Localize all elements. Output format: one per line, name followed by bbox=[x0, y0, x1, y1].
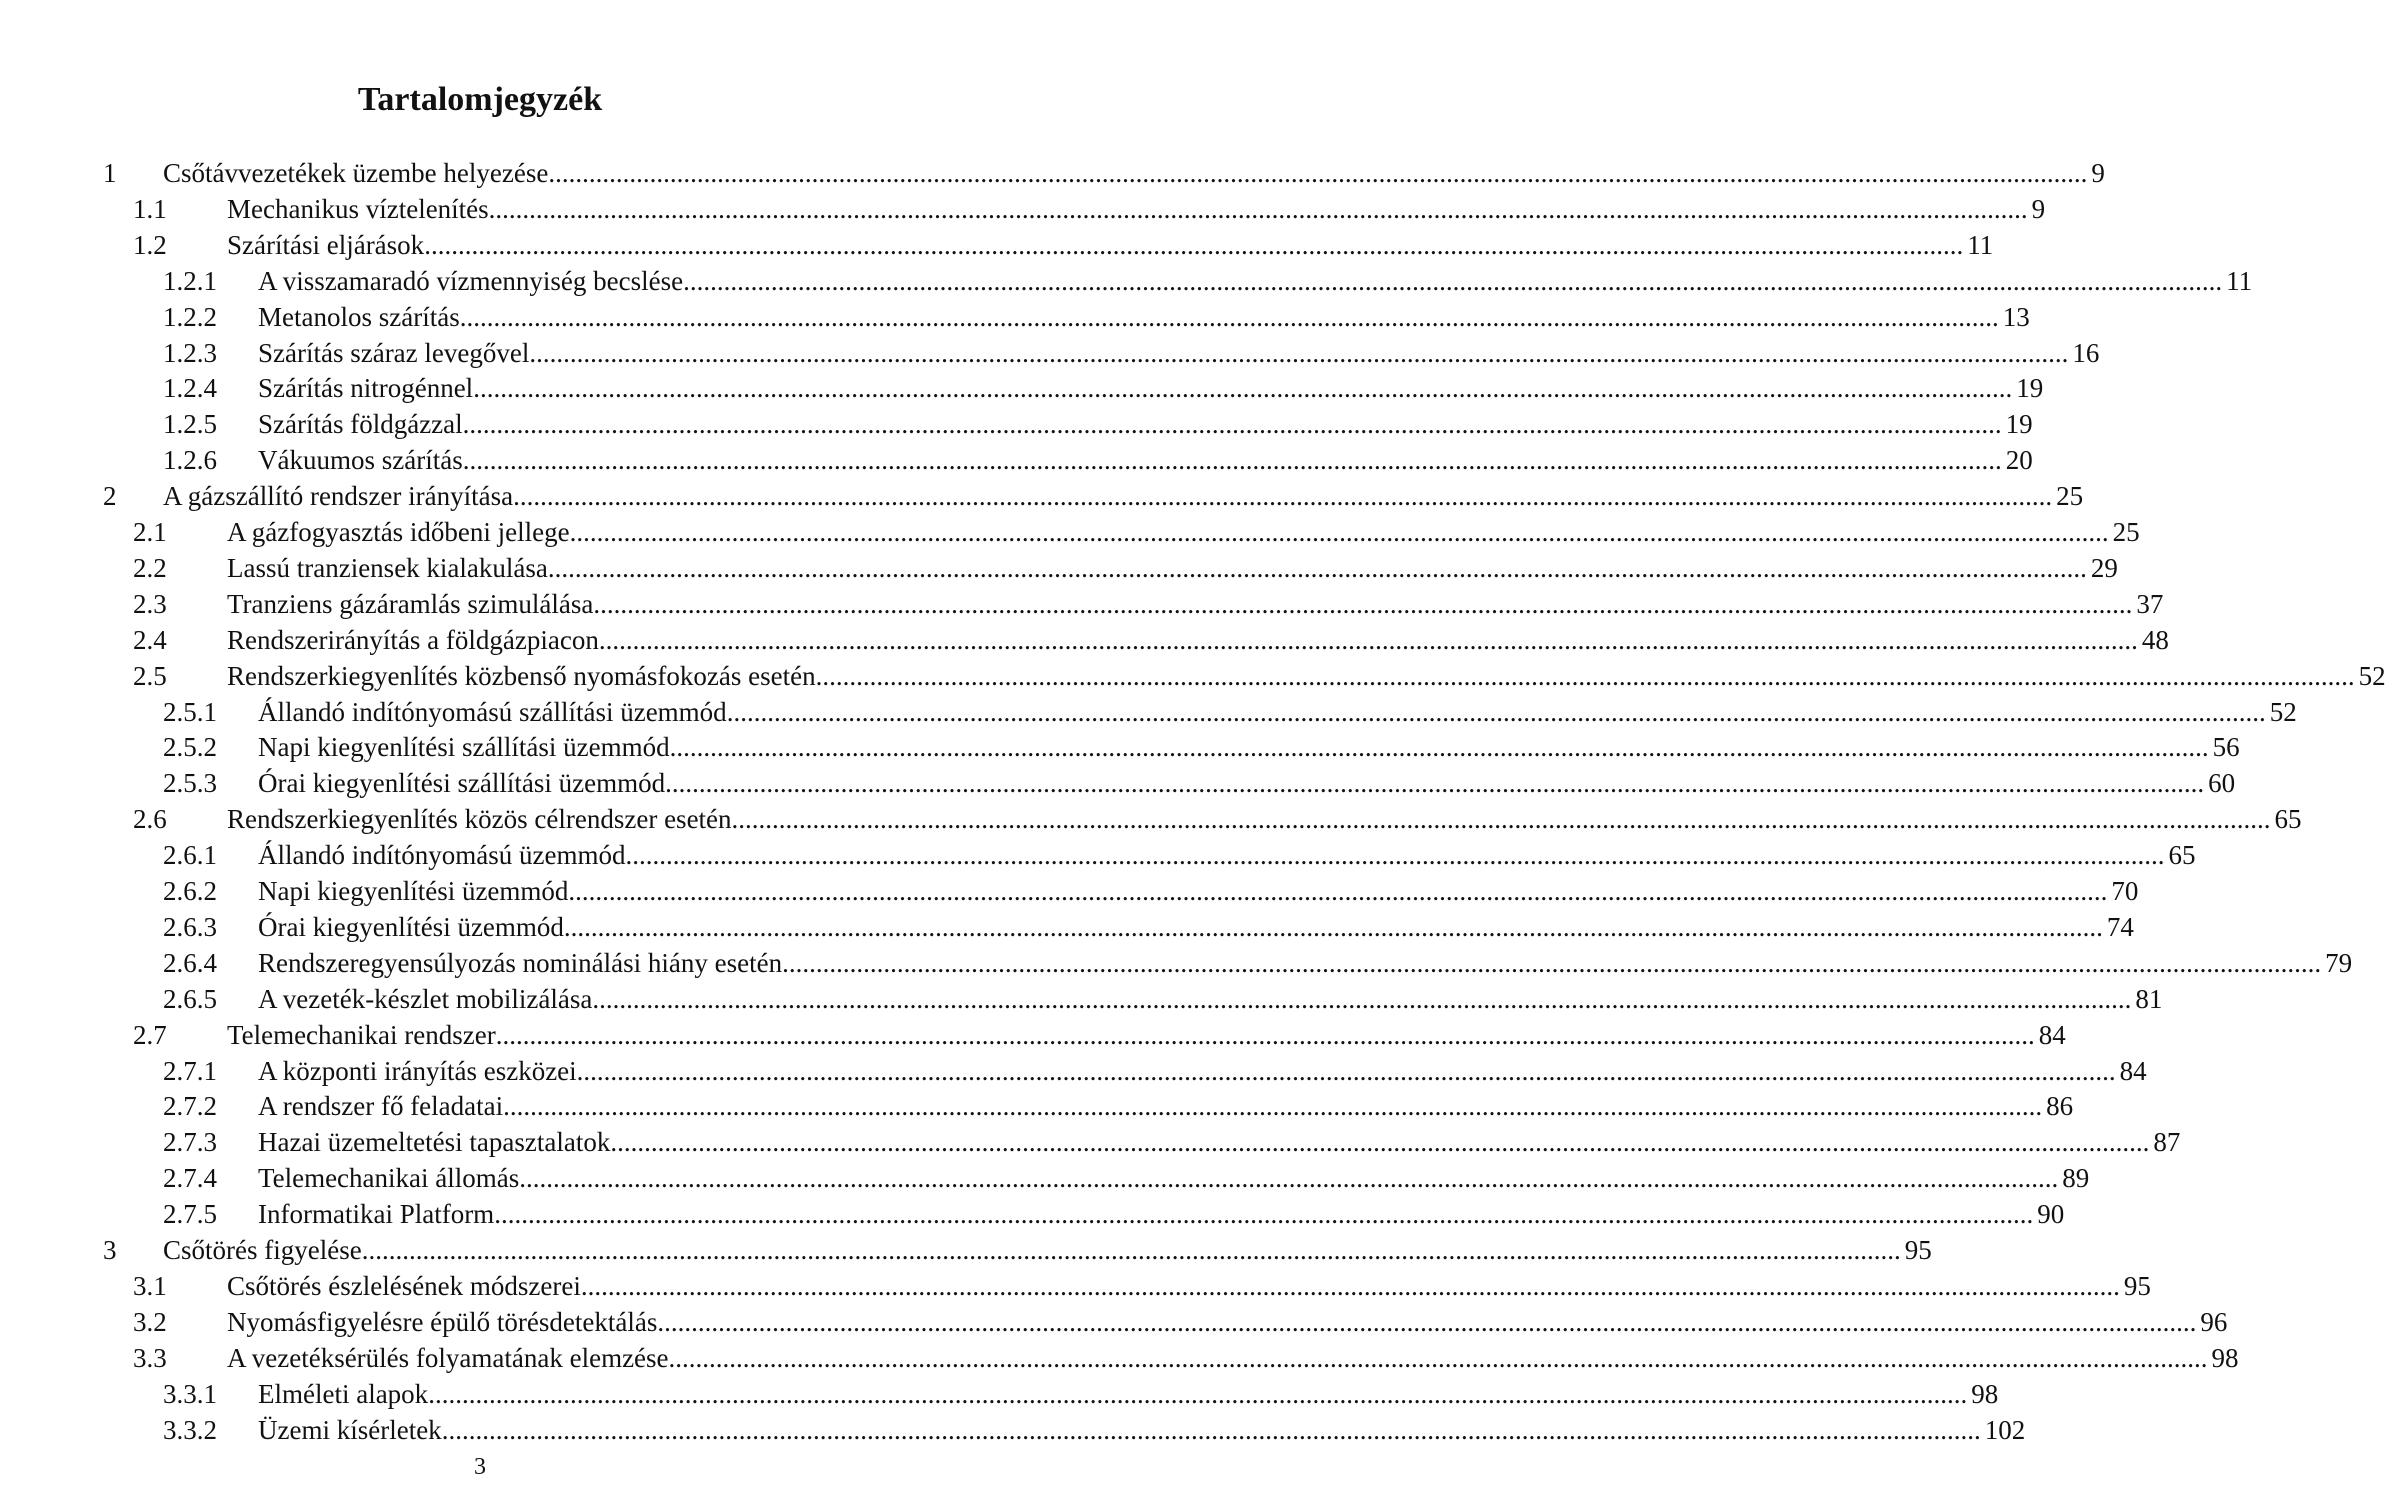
toc-dot-leader bbox=[463, 406, 2002, 442]
toc-entry-title: Rendszerkiegyenlítés közös célrendszer esetén bbox=[227, 804, 732, 834]
toc-entry-page: 84 bbox=[2119, 1056, 2147, 1086]
toc-entry-number: 2.2 bbox=[133, 553, 167, 583]
toc-entry-number: 1.2.5 bbox=[163, 409, 217, 439]
toc-entry[interactable] bbox=[0, 837, 2196, 873]
toc-dot-leader bbox=[625, 837, 2164, 873]
toc-dot-leader bbox=[473, 370, 2012, 406]
toc-entry[interactable] bbox=[0, 658, 2386, 694]
toc-entry-title: Rendszerkiegyenlítés közbenső nyomásfokozás esetén bbox=[227, 661, 816, 691]
toc-entry-title: Telemechanikai állomás bbox=[258, 1163, 520, 1193]
toc-entry-number: 2.5 bbox=[133, 661, 167, 691]
toc-entry[interactable] bbox=[0, 550, 2118, 586]
toc-entry-title: Üzemi kísérletek bbox=[258, 1415, 442, 1445]
toc-entry[interactable] bbox=[0, 1124, 2181, 1160]
toc-entry-title: Szárítás száraz levegővel bbox=[258, 338, 530, 368]
toc-entry-page: 84 bbox=[2038, 1020, 2066, 1050]
toc-entry[interactable] bbox=[0, 1053, 2147, 1089]
toc-entry-number: 2.6.4 bbox=[163, 948, 217, 978]
toc-entry-number: 2.5.2 bbox=[163, 732, 217, 762]
toc-entry-title: Elméleti alapok bbox=[258, 1379, 429, 1409]
toc-entry-page: 79 bbox=[2325, 948, 2353, 978]
toc-entry[interactable] bbox=[0, 1160, 2090, 1196]
toc-entry-number: 3.3.1 bbox=[163, 1379, 217, 1409]
toc-dot-leader bbox=[460, 299, 1999, 335]
toc-entry-page: 98 bbox=[1971, 1379, 1999, 1409]
toc-entry-title: A vezetéksérülés folyamatának elemzése bbox=[227, 1343, 669, 1373]
toc-entry-title: A visszamaradó vízmennyiség becslése bbox=[258, 266, 684, 296]
toc-dot-leader bbox=[683, 263, 2222, 299]
page-title: Tartalomjegyzék bbox=[357, 81, 603, 118]
toc-entry[interactable] bbox=[0, 1088, 2074, 1124]
toc-entry-title: Lassú tranziensek kialakulása bbox=[227, 553, 548, 583]
toc-entry-title: Tranziens gázáramlás szimulálása bbox=[227, 589, 594, 619]
toc-dot-leader bbox=[670, 729, 2209, 765]
toc-entry[interactable] bbox=[0, 729, 2240, 765]
toc-entry-page: 95 bbox=[1904, 1235, 1932, 1265]
toc-entry-title: A rendszer fő feladatai bbox=[258, 1091, 504, 1121]
toc-entry-page: 89 bbox=[2062, 1163, 2090, 1193]
toc-entry-page: 16 bbox=[2072, 338, 2100, 368]
toc-entry-number: 2.7.2 bbox=[163, 1091, 217, 1121]
toc-dot-leader bbox=[657, 1304, 2196, 1340]
toc-entry-number: 2.5.3 bbox=[163, 768, 217, 798]
toc-entry-title: A gázfogyasztás időbeni jellege bbox=[227, 517, 570, 547]
toc-entry-number: 3.3.2 bbox=[163, 1415, 217, 1445]
toc-entry-page: 87 bbox=[2153, 1127, 2181, 1157]
toc-dot-leader bbox=[816, 658, 2355, 694]
toc-entry-page: 9 bbox=[2091, 158, 2105, 188]
toc-entry-number: 1.2.3 bbox=[163, 338, 217, 368]
toc-entry-number: 2.6 bbox=[133, 804, 167, 834]
toc-entry-number: 2.3 bbox=[133, 589, 167, 619]
toc-entry-title: A vezeték-készlet mobilizálása bbox=[258, 984, 593, 1014]
toc-dot-leader bbox=[424, 227, 1963, 263]
toc-entry-number: 2.5.1 bbox=[163, 697, 217, 727]
toc-dot-leader bbox=[592, 981, 2131, 1017]
toc-entry-number: 1.2 bbox=[133, 230, 167, 260]
toc-dot-leader bbox=[665, 765, 2204, 801]
toc-entry-number: 2.6.2 bbox=[163, 876, 217, 906]
toc-entry[interactable] bbox=[0, 442, 2033, 478]
toc-entry-title: Órai kiegyenlítési szállítási üzemmód bbox=[258, 768, 666, 798]
toc-entry-page: 11 bbox=[1967, 230, 1994, 260]
toc-dot-leader bbox=[564, 909, 2103, 945]
toc-entry[interactable] bbox=[0, 873, 2139, 909]
toc-entry-title: Órai kiegyenlítési üzemmód bbox=[258, 912, 564, 942]
toc-entry-page: 98 bbox=[2211, 1343, 2239, 1373]
toc-entry-number: 2.7.4 bbox=[163, 1163, 217, 1193]
toc-entry-number: 3.3 bbox=[133, 1343, 167, 1373]
toc-entry[interactable] bbox=[0, 694, 2297, 730]
toc-entry-page: 95 bbox=[2123, 1271, 2151, 1301]
toc-entry[interactable] bbox=[0, 335, 2100, 371]
toc-entry[interactable] bbox=[0, 263, 2253, 299]
toc-dot-leader bbox=[503, 1088, 2042, 1124]
toc-entry-page: 20 bbox=[2005, 445, 2033, 475]
toc-dot-leader bbox=[610, 1124, 2149, 1160]
toc-entry-number: 2.6.3 bbox=[163, 912, 217, 942]
toc-entry[interactable] bbox=[0, 1268, 2151, 1304]
toc-entry-number: 1 bbox=[103, 158, 117, 188]
toc-entry-title: Csőtörés észlelésének módszerei bbox=[227, 1271, 581, 1301]
toc-entry-number: 2.7.5 bbox=[163, 1199, 217, 1229]
toc-entry[interactable] bbox=[0, 945, 2353, 981]
toc-entry-title: Állandó indítónyomású szállítási üzemmód bbox=[258, 697, 727, 727]
toc-entry[interactable] bbox=[0, 1340, 2239, 1376]
toc-dot-leader bbox=[489, 191, 2028, 227]
toc-entry-title: Rendszerirányítás a földgázpiacon bbox=[227, 625, 599, 655]
toc-entry-page: 48 bbox=[2141, 625, 2169, 655]
toc-entry[interactable] bbox=[0, 514, 2140, 550]
toc-entry-title: Csőtörés figyelése bbox=[163, 1235, 362, 1265]
toc-entry[interactable] bbox=[0, 1196, 2065, 1232]
toc-entry-title: Csőtávvezetékek üzembe helyezése bbox=[163, 158, 549, 188]
toc-entry-page: 86 bbox=[2046, 1091, 2074, 1121]
toc-entry-title: Szárítás nitrogénnel bbox=[258, 373, 474, 403]
toc-entry-page: 90 bbox=[2037, 1199, 2065, 1229]
toc-entry-title: A gázszállító rendszer irányítása bbox=[163, 481, 514, 511]
toc-entry-page: 96 bbox=[2200, 1307, 2228, 1337]
toc-dot-leader bbox=[548, 155, 2087, 191]
toc-entry-page: 37 bbox=[2136, 589, 2164, 619]
toc-entry-page: 9 bbox=[2031, 194, 2046, 224]
toc-entry[interactable] bbox=[0, 191, 2046, 227]
toc-entry-page: 60 bbox=[2208, 768, 2236, 798]
toc-dot-leader bbox=[581, 1268, 2120, 1304]
toc-dot-leader bbox=[494, 1196, 2033, 1232]
toc-dot-leader bbox=[599, 622, 2138, 658]
toc-dot-leader bbox=[548, 550, 2087, 586]
toc-entry-number: 1.2.6 bbox=[163, 445, 217, 475]
toc-dot-leader bbox=[463, 442, 2002, 478]
toc-entry-page: 11 bbox=[2226, 266, 2253, 296]
toc-entry[interactable] bbox=[0, 1412, 2026, 1448]
toc-entry[interactable] bbox=[0, 370, 2044, 406]
toc-entry-page: 65 bbox=[2274, 804, 2302, 834]
toc-entry-number: 2.1 bbox=[133, 517, 167, 547]
toc-dot-leader bbox=[442, 1412, 1981, 1448]
toc-entry-page: 25 bbox=[2056, 481, 2084, 511]
toc-dot-leader bbox=[577, 1053, 2116, 1089]
toc-entry-number: 1.1 bbox=[133, 194, 167, 224]
toc-entry-page: 25 bbox=[2112, 517, 2140, 547]
page-number: 3 bbox=[474, 1454, 486, 1480]
toc-dot-leader bbox=[513, 478, 2052, 514]
toc-entry[interactable] bbox=[0, 478, 2084, 514]
toc-entry-page: 81 bbox=[2135, 984, 2163, 1014]
toc-entry[interactable] bbox=[0, 227, 1994, 263]
toc-entry-title: A központi irányítás eszközei bbox=[258, 1056, 577, 1086]
toc-entry[interactable] bbox=[0, 406, 2033, 442]
toc-entry-title: Rendszeregyensúlyozás nominálási hiány esetén bbox=[258, 948, 783, 978]
toc-dot-leader bbox=[782, 945, 2321, 981]
toc-entry-page: 56 bbox=[2212, 732, 2240, 762]
toc-entry[interactable] bbox=[0, 299, 2030, 335]
toc-entry-number: 3.2 bbox=[133, 1307, 167, 1337]
toc-entry-number: 1.2.4 bbox=[163, 373, 217, 403]
toc-entry-number: 2.4 bbox=[133, 625, 167, 655]
toc-entry[interactable] bbox=[0, 1017, 2066, 1053]
toc-dot-leader bbox=[496, 1017, 2035, 1053]
toc-entry-page: 74 bbox=[2106, 912, 2134, 942]
toc-entry-title: Napi kiegyenlítési üzemmód bbox=[258, 876, 569, 906]
toc-entry[interactable] bbox=[0, 586, 2164, 622]
toc-entry-number: 2.7 bbox=[133, 1020, 167, 1050]
toc-entry-title: Napi kiegyenlítési szállítási üzemmód bbox=[258, 732, 670, 762]
toc-entry-number: 2.6.1 bbox=[163, 840, 217, 870]
toc-entry[interactable] bbox=[0, 1376, 1999, 1412]
toc-dot-leader bbox=[519, 1160, 2058, 1196]
toc-entry-page: 19 bbox=[2005, 409, 2033, 439]
toc-dot-leader bbox=[669, 1340, 2208, 1376]
toc-dot-leader bbox=[362, 1232, 1901, 1268]
toc-entry[interactable] bbox=[0, 155, 2105, 191]
toc-entry-page: 13 bbox=[2002, 302, 2030, 332]
toc-entry-title: Szárítási eljárások bbox=[227, 230, 425, 260]
toc-dot-leader bbox=[568, 873, 2107, 909]
toc-entry[interactable] bbox=[0, 909, 2134, 945]
toc-entry-page: 19 bbox=[2016, 373, 2044, 403]
toc-entry-number: 2.6.5 bbox=[163, 984, 217, 1014]
toc-entry-number: 2 bbox=[103, 481, 117, 511]
toc-entry[interactable] bbox=[0, 981, 2163, 1017]
toc-entry-title: Telemechanikai rendszer bbox=[227, 1020, 496, 1050]
toc-entry-title: Szárítás földgázzal bbox=[258, 409, 463, 439]
toc-entry-number: 3.1 bbox=[133, 1271, 167, 1301]
toc-entry-title: Vákuumos szárítás bbox=[258, 445, 463, 475]
toc-entry[interactable] bbox=[0, 765, 2236, 801]
toc-entry-page: 52 bbox=[2269, 697, 2297, 727]
toc-entry-title: Mechanikus víztelenítés bbox=[227, 194, 489, 224]
toc-entry-number: 2.7.3 bbox=[163, 1127, 217, 1157]
toc-entry-title: Nyomásfigyelésre épülő törésdetektálás bbox=[227, 1307, 658, 1337]
toc-entry-number: 1.2.1 bbox=[163, 266, 217, 296]
toc-dot-leader bbox=[732, 801, 2271, 837]
toc-dot-leader bbox=[727, 694, 2266, 730]
toc-entry-page: 70 bbox=[2111, 876, 2139, 906]
toc-entry-number: 2.7.1 bbox=[163, 1056, 217, 1086]
toc-entry[interactable] bbox=[0, 622, 2169, 658]
toc-entry[interactable] bbox=[0, 1232, 1932, 1268]
toc-entry-page: 29 bbox=[2090, 553, 2118, 583]
toc-entry-title: Metanolos szárítás bbox=[258, 302, 460, 332]
toc-entry-page: 52 bbox=[2358, 661, 2386, 691]
toc-entry-title: Hazai üzemeltetési tapasztalatok bbox=[258, 1127, 611, 1157]
toc-entry-page: 102 bbox=[1984, 1415, 2026, 1445]
toc-entry[interactable] bbox=[0, 1304, 2228, 1340]
toc-dot-leader bbox=[570, 514, 2109, 550]
toc-entry-page: 65 bbox=[2168, 840, 2196, 870]
toc-entry-title: Állandó indítónyomású üzemmód bbox=[258, 840, 626, 870]
toc-entry-number: 1.2.2 bbox=[163, 302, 217, 332]
toc-dot-leader bbox=[529, 335, 2068, 371]
toc-dot-leader bbox=[593, 586, 2132, 622]
toc-entry[interactable] bbox=[0, 801, 2302, 837]
toc-entry-title: Informatikai Platform bbox=[258, 1199, 495, 1229]
toc-entry-number: 3 bbox=[103, 1235, 117, 1265]
toc-dot-leader bbox=[428, 1376, 1967, 1412]
